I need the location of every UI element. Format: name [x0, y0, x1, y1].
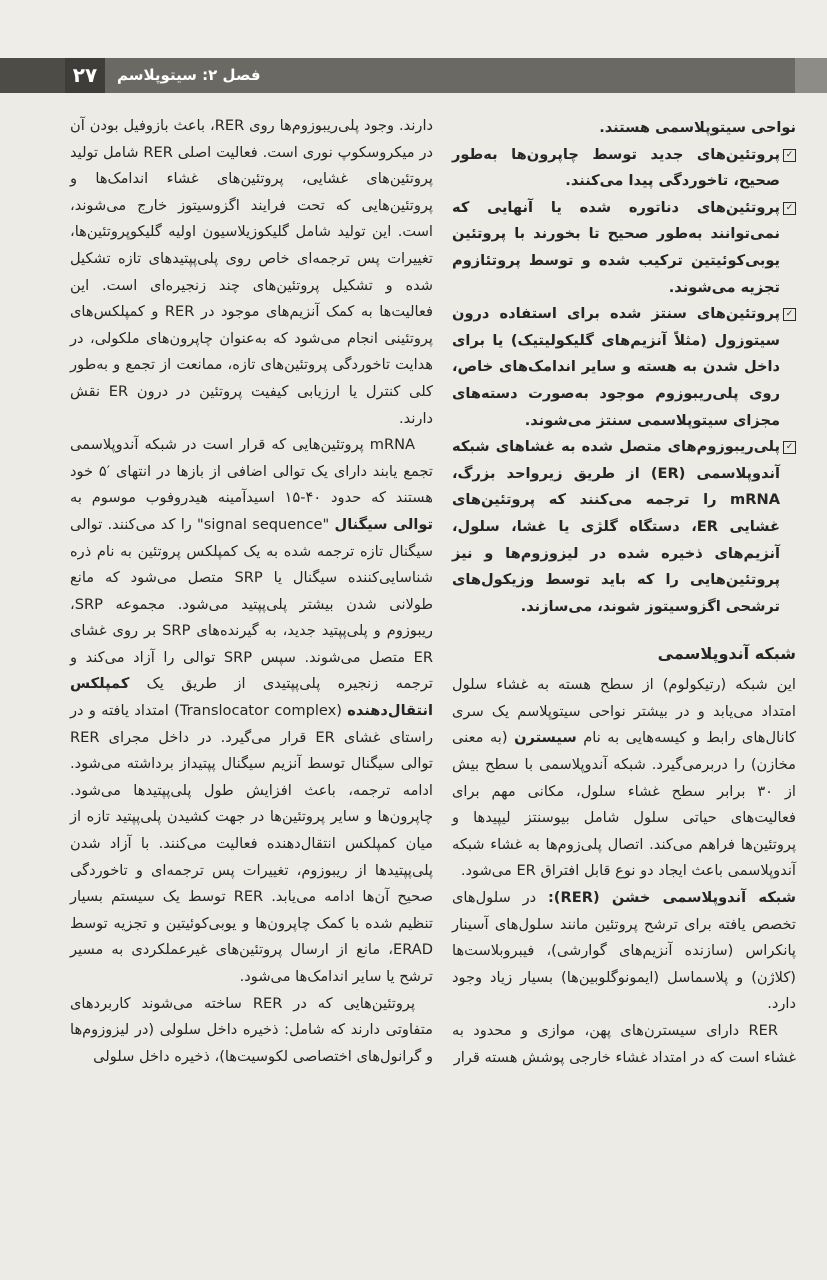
- text-run: (Translocator complex) امتداد یافته و در راستای غشای ER قرار می‌گیرد. در داخل مجرای RER توالی سیگنال توسط آنزیم سیگنال پپتیداز برداشته می‌شود. ادامه ترجمه، باعث افزایش طول پلی‌پپتیدها می‌شود. چاپرون‌ها و سایر پروتئین‌ها در جهت کشیدن پلی‌پپتید تازه از میان کمپلکس انتقال‌دهنده فعالیت می‌کنند. با آزاد شدن پلی‌پپتیدها از ریبوزوم، تغییرات پس ترجمه‌ای و تاخوردگی صحیح آن‌ها ادامه می‌یابد. RER توسط یک سیستم بسیار تنظیم شده با کمک چاپرون‌ها و یوبی‌کوئیتین و تجزیه توسط ERAD، مانع از ارسال پروتئین‌های غیرعملکردی به مسیر ترشح یا سایر اندامک‌ها می‌شود.: [70, 702, 433, 985]
- header-right-block: [795, 58, 827, 93]
- page-top-margin: [0, 0, 827, 58]
- left-column: [70, 113, 433, 1070]
- bold-term: شبکه آندوپلاسمی خشن (RER):: [547, 889, 796, 907]
- text-run: در سلول‌های تخصص یافته برای ترشح پروتئین مانند سلول‌های آسینار پانکراس (سازنده آنزیم‌های گوارشی)، فیبروبلاست‌ها (کلاژن) و پلاسماسل (ایمونوگلوبین‌ها) بسیار زیاد وجود دارد.: [452, 889, 796, 1013]
- checklist-item: [452, 142, 796, 195]
- checklist-item: [452, 195, 796, 301]
- paragraph: [70, 432, 433, 990]
- bold-term: سیسترن: [514, 729, 577, 747]
- running-header: [0, 58, 827, 93]
- paragraph: RER دارای سیسترن‌های پهن، موازی و محدود به غشاء است که در امتداد غشاء خارجی پوشش هسته قرار: [452, 1022, 796, 1066]
- paragraph: [452, 885, 796, 1018]
- chapter-title: فصل ۲: سیتوپلاسم: [105, 58, 795, 93]
- checkbox-icon: ✓: [783, 308, 796, 321]
- intro-line: نواحی سیتوپلاسمی هستند.: [599, 119, 796, 136]
- bold-term: کمپلکس انتقال‌دهنده: [70, 675, 433, 720]
- bold-term: توالی سیگنال: [334, 515, 434, 533]
- text-run: (به معنی مخازن) را دربرمی‌گیرد. شبکه آندوپلاسمی با سطح بیش از ۳۰ برابر سطح غشاء سلول، مکانی مهم برای فعالیت‌های حیاتی سلول شامل بیوسنتز لیپیدها و پروتئین‌ها فراهم می‌کند. اتصال پلی‌زوم‌ها به غشاء شبکه آندوپلاسمی باعث ایجاد دو نوع قابل افتراق ER می‌شود.: [452, 729, 796, 880]
- checkbox-icon: ✓: [783, 149, 796, 162]
- checklist-text: پروتئین‌های جدید توسط چاپرون‌ها به‌طور صحیح، تاخوردگی پیدا می‌کنند.: [452, 145, 780, 190]
- checklist-text: پروتئین‌های دناتوره شده یا آنهایی که نمی‌توانند به‌طور صحیح تا بخورند با پروتئین یوبی‌کوئیتین ترکیب شده و توسط پروتئازوم تجزیه می‌شوند.: [452, 198, 780, 296]
- paragraph: پروتئین‌هایی که در RER ساخته می‌شوند کاربردهای متفاوتی دارند که شامل: ذخیره داخل سلولی (در لیزوزوم‌ها و گرانول‌های اختصاصی لکوسیت‌ها)، ذخیره داخل سلولی: [70, 994, 433, 1065]
- text-run: mRNA پروتئین‌هایی که قرار است در شبکه آندوپلاسمی تجمع یابند دارای یک توالی اضافی از بازها در انتهای ‎۵′‎ خود هستند که حدود ۴۰-۱۵ اسیدآمینه هیدروفوب موسوم به: [70, 436, 433, 507]
- paragraph: [452, 672, 796, 885]
- checklist-text: پلی‌ریبوزوم‌های متصل شده به غشاهای شبکه آندوپلاسمی (ER) از طریق زیرواحد بزرگ، mRNA را ترجمه می‌کنند که پروتئین‌های غشایی ER، دستگاه گلژی یا غشا، سلول، آنزیم‌های ذخیره شده در لیزوزوم‌ها و نیز پروتئین‌هایی را که باید توسط وزیکول‌های ترشحی اگزوسیتوز شوند، می‌سازند.: [452, 438, 781, 615]
- paragraph: دارند. وجود پلی‌ریبوزوم‌ها روی RER، باعث بازوفیل بودن آن در میکروسکوپ نوری است. فعالیت اصلی RER شامل تولید پروتئین‌های غشایی، پروتئین‌های غشاء اندامک‌ها و پروتئین‌هایی که تحت فرایند اگزوسیتوز خارج می‌شوند، است. این تولید شامل گلیکوزیلاسیون اولیه گلیکوپروتئین‌ها، تغییرات پس ترجمه‌ای خاص روی پلی‌پپتیدهای تازه تشکیل شده و تشکیل پروتئین‌های چند زنجیره‌ای است. این فعالیت‌ها به کمک آنزیم‌های موجود در RER و کمپلکس‌های پروتئینی انجام می‌شود که به‌عنوان چاپرون‌های ملکولی، در هدایت تاخوردگی پروتئین‌های تازه، ممانعت از تجمع و به‌طور کلی کنترل یا ارزیابی کیفیت پروتئین در درون ER نقش دارند.: [70, 117, 434, 427]
- checklist-item: [452, 434, 796, 620]
- checklist-text: پروتئین‌های سنتز شده برای استفاده درون سیتوزول (مثلاً آنزیم‌های گلیکولیتیک) یا برای داخل شدن به هسته و سایر اندامک‌های خاص، روی پلی‌ریبوزوم موجود به‌صورت دسته‌های مجزای سیتوپلاسمی سنتز می‌شوند.: [452, 305, 780, 429]
- section-heading: شبکه آندوپلاسمی: [657, 644, 796, 664]
- text-run: این شبکه (رتیکولوم) از سطح هسته به غشاء سلول امتداد می‌یابد و در بیشتر نواحی سیتوپلاسم یک سری کانال‌های رابط و کیسه‌هایی به نام: [452, 676, 796, 747]
- page-number: ۲۷: [65, 58, 105, 93]
- checklist-item: [452, 301, 796, 434]
- right-column: [452, 115, 796, 1071]
- header-left-block: [0, 58, 65, 93]
- text-run: "signal sequence" را کد می‌کنند. توالی سیگنال تازه ترجمه شده به یک کمپلکس پروتئین به نام ذره شناسایی‌کننده سیگنال یا SRP متصل می‌شود که مانع طولانی شدن بیشتر پلی‌پپتید می‌شود. مجموعه SRP، ریبوزوم و پلی‌پپتید جدید، به گیرنده‌های SRP بر روی غشای ER متصل می‌شوند. سپس SRP توالی را آزاد می‌کند و ترجمه زنجیره پلی‌پپتیدی از طریق یک: [70, 515, 433, 693]
- checkbox-icon: ✓: [783, 441, 796, 454]
- checkbox-icon: ✓: [783, 202, 796, 215]
